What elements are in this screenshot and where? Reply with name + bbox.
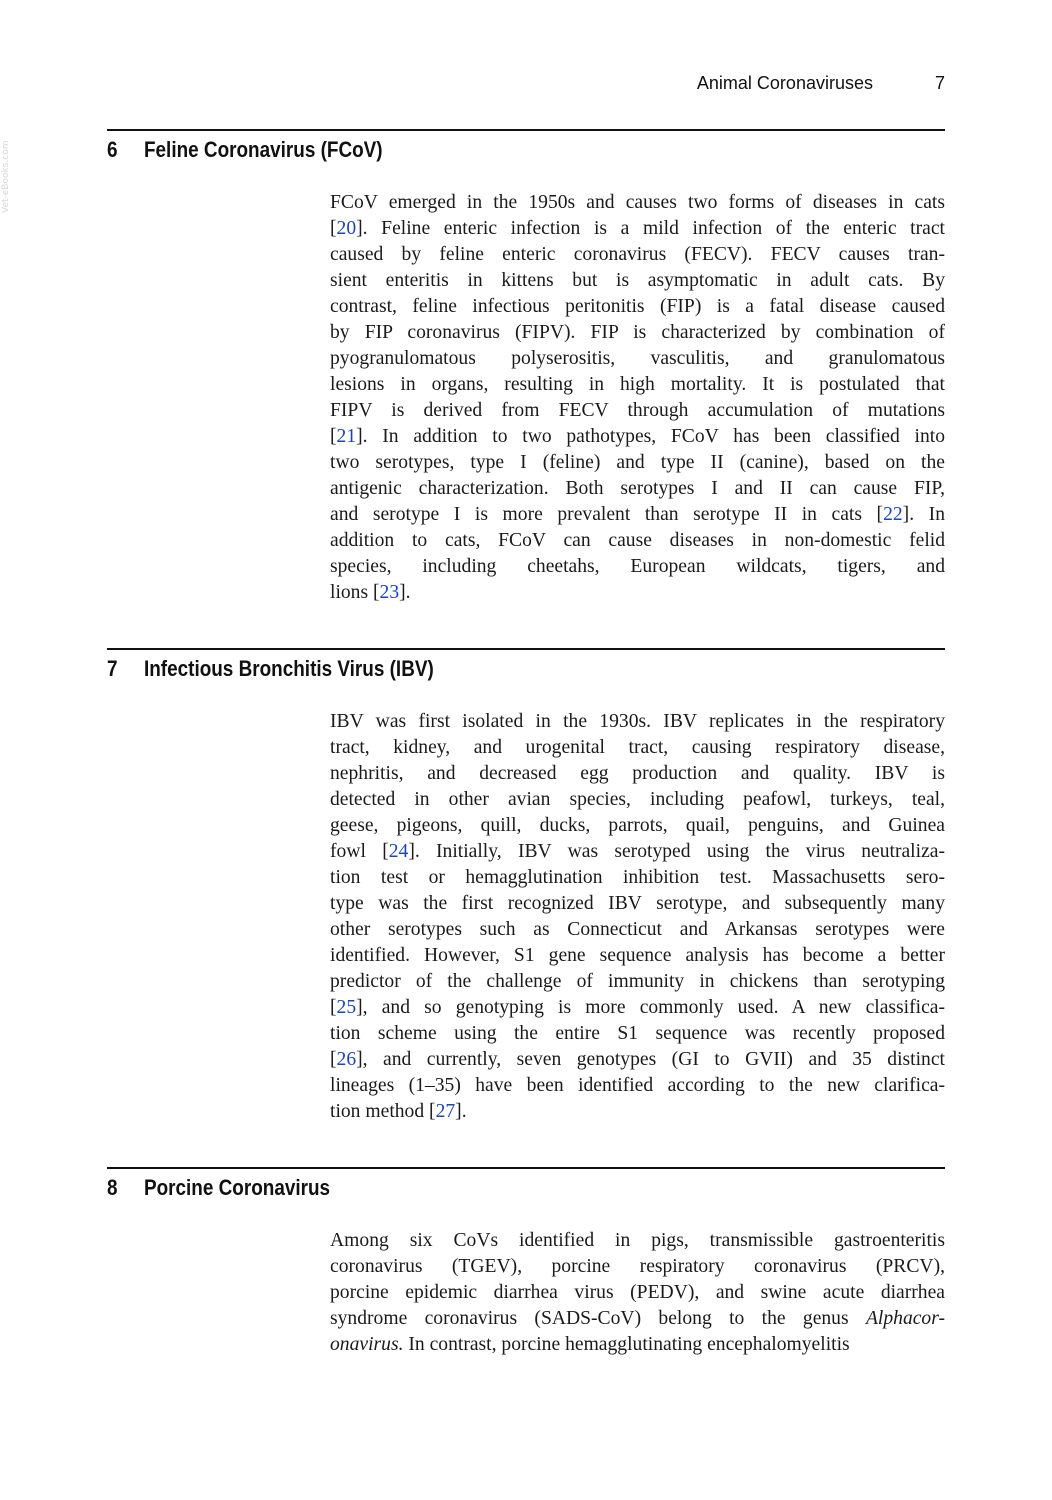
text-run: [ bbox=[330, 426, 337, 447]
text-run: coronavirus (TGEV), porcine respiratory coronavirus (PRCV), bbox=[330, 1256, 945, 1277]
text-run: tion method [ bbox=[330, 1101, 436, 1122]
text-run: ]. In bbox=[902, 504, 945, 525]
text-run: type was the first recognized IBV serotype, and subsequently many bbox=[330, 893, 945, 914]
text-run: [ bbox=[330, 218, 337, 239]
text-line bbox=[330, 1073, 945, 1099]
text-run: tion test or hemagglutination inhibition test. Massachusetts sero- bbox=[330, 867, 945, 888]
text-line bbox=[330, 476, 945, 502]
text-run: Among six CoVs identified in pigs, transmissible gastroenteritis bbox=[330, 1230, 945, 1251]
section-number: 6 bbox=[107, 137, 118, 162]
running-head-title: Animal Coronaviruses bbox=[696, 73, 873, 93]
text-run: IBV was first isolated in the 1930s. IBV replicates in the respiratory bbox=[330, 711, 945, 732]
text-run: tract, kidney, and urogenital tract, causing respiratory disease, bbox=[330, 737, 945, 758]
text-line bbox=[330, 761, 945, 787]
citation-link[interactable]: 26 bbox=[336, 1049, 357, 1070]
text-line bbox=[330, 1254, 945, 1280]
text-run: [ bbox=[330, 997, 337, 1018]
text-run: caused by feline enteric coronavirus (FECV). FECV causes tran- bbox=[330, 244, 945, 265]
text-run: predictor of the challenge of immunity in chickens than serotyping bbox=[330, 971, 945, 992]
text-line bbox=[330, 372, 945, 398]
text-line bbox=[330, 1099, 945, 1125]
text-line bbox=[330, 450, 945, 476]
section-heading bbox=[107, 656, 434, 682]
text-run: lions [ bbox=[330, 582, 380, 603]
text-run: ], and currently, seven genotypes (GI to GVII) and 35 distinct bbox=[356, 1049, 945, 1070]
text-line bbox=[330, 1280, 945, 1306]
text-line bbox=[330, 709, 945, 735]
text-run: addition to cats, FCoV can cause diseases in non-domestic felid bbox=[330, 530, 945, 551]
section-paragraph bbox=[330, 190, 945, 606]
section-heading bbox=[107, 137, 383, 163]
text-run: fowl [ bbox=[330, 841, 389, 862]
text-run: geese, pigeons, quill, ducks, parrots, quail, penguins, and Guinea bbox=[330, 815, 945, 836]
text-run: ]. Initially, IBV was serotyped using the virus neutraliza- bbox=[408, 841, 945, 862]
citation-link[interactable]: 21 bbox=[336, 426, 357, 447]
section-rule bbox=[107, 129, 945, 131]
text-line bbox=[330, 995, 945, 1021]
text-run: identified. However, S1 gene sequence analysis has become a better bbox=[330, 945, 945, 966]
page-number: 7 bbox=[934, 73, 945, 93]
text-line bbox=[330, 398, 945, 424]
section-title: Porcine Coronavirus bbox=[143, 1175, 331, 1200]
text-line bbox=[330, 787, 945, 813]
text-run: contrast, feline infectious peritonitis (FIP) is a fatal disease caused bbox=[330, 296, 945, 317]
text-run: FCoV emerged in the 1950s and causes two forms of diseases in cats bbox=[330, 192, 945, 213]
section-title: Infectious Bronchitis Virus (IBV) bbox=[143, 656, 434, 681]
text-line bbox=[330, 943, 945, 969]
section-title: Feline Coronavirus (FCoV) bbox=[143, 137, 383, 162]
text-line bbox=[330, 554, 945, 580]
text-line bbox=[330, 580, 945, 606]
text-line bbox=[330, 813, 945, 839]
text-line bbox=[330, 502, 945, 528]
watermark: Vet-eBooks.com bbox=[1, 140, 11, 213]
text-line bbox=[330, 424, 945, 450]
running-head bbox=[697, 73, 945, 94]
text-run: detected in other avian species, including peafowl, turkeys, teal, bbox=[330, 789, 945, 810]
text-run: other serotypes such as Connecticut and Arkansas serotypes were bbox=[330, 919, 945, 940]
text-run: onavirus. bbox=[330, 1334, 404, 1355]
text-run: tion scheme using the entire S1 sequence was recently proposed bbox=[330, 1023, 945, 1044]
citation-link[interactable]: 24 bbox=[388, 841, 409, 862]
text-run: [ bbox=[330, 1049, 337, 1070]
citation-link[interactable]: 23 bbox=[379, 582, 400, 603]
text-line bbox=[330, 1306, 945, 1332]
text-line bbox=[330, 1047, 945, 1073]
text-run: ]. bbox=[399, 582, 411, 603]
citation-link[interactable]: 22 bbox=[883, 504, 903, 525]
text-run: Alphacor- bbox=[865, 1308, 945, 1329]
text-line bbox=[330, 839, 945, 865]
text-run: ], and so genotyping is more commonly used. A new classifica- bbox=[356, 997, 945, 1018]
text-run: ]. bbox=[455, 1101, 467, 1122]
section-number: 7 bbox=[107, 656, 118, 681]
text-run: two serotypes, type I (feline) and type II (canine), based on the bbox=[330, 452, 945, 473]
text-line bbox=[330, 891, 945, 917]
section-rule bbox=[107, 1167, 945, 1169]
text-run: sient enteritis in kittens but is asymptomatic in adult cats. By bbox=[330, 270, 945, 291]
text-run: and serotype I is more prevalent than serotype II in cats [ bbox=[330, 504, 884, 525]
text-run: ]. Feline enteric infection is a mild infection of the enteric tract bbox=[356, 218, 945, 239]
text-run: FIPV is derived from FECV through accumulation of mutations bbox=[330, 400, 945, 421]
text-run: by FIP coronavirus (FIPV). FIP is characterized by combination of bbox=[330, 322, 945, 343]
text-run: nephritis, and decreased egg production and quality. IBV is bbox=[330, 763, 945, 784]
citation-link[interactable]: 27 bbox=[435, 1101, 456, 1122]
text-line bbox=[330, 190, 945, 216]
text-line bbox=[330, 242, 945, 268]
text-line bbox=[330, 528, 945, 554]
text-line bbox=[330, 1332, 945, 1358]
section-heading bbox=[107, 1175, 330, 1201]
section-paragraph bbox=[330, 1228, 945, 1358]
text-line bbox=[330, 346, 945, 372]
text-run: species, including cheetahs, European wildcats, tigers, and bbox=[330, 556, 945, 577]
text-line bbox=[330, 735, 945, 761]
text-line bbox=[330, 865, 945, 891]
text-line bbox=[330, 216, 945, 242]
text-line bbox=[330, 1021, 945, 1047]
text-line bbox=[330, 969, 945, 995]
section-paragraph bbox=[330, 709, 945, 1125]
text-line bbox=[330, 294, 945, 320]
text-run: lineages (1–35) have been identified according to the new clarifica- bbox=[330, 1075, 945, 1096]
text-run: porcine epidemic diarrhea virus (PEDV), and swine acute diarrhea bbox=[330, 1282, 945, 1303]
text-line bbox=[330, 1228, 945, 1254]
citation-link[interactable]: 25 bbox=[336, 997, 357, 1018]
section-rule bbox=[107, 648, 945, 650]
text-line bbox=[330, 268, 945, 294]
citation-link[interactable]: 20 bbox=[336, 218, 357, 239]
text-run: lesions in organs, resulting in high mortality. It is postulated that bbox=[330, 374, 945, 395]
text-run: antigenic characterization. Both serotypes I and II can cause FIP, bbox=[330, 478, 945, 499]
text-run: pyogranulomatous polyserositis, vasculitis, and granulomatous bbox=[330, 348, 945, 369]
section-number: 8 bbox=[107, 1175, 118, 1200]
text-run: In contrast, porcine hemagglutinating encephalomyelitis bbox=[403, 1334, 850, 1355]
text-line bbox=[330, 320, 945, 346]
text-run: syndrome coronavirus (SADS-CoV) belong to the genus bbox=[330, 1308, 866, 1329]
text-run: ]. In addition to two pathotypes, FCoV has been classified into bbox=[356, 426, 945, 447]
text-line bbox=[330, 917, 945, 943]
